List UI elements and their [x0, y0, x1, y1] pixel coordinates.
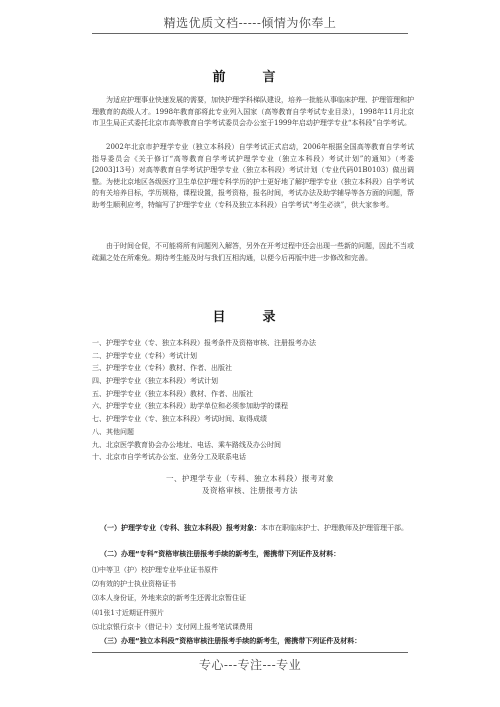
list-item: ⑵有效的护士执业资格证书: [92, 580, 176, 589]
header-divider: [92, 33, 408, 34]
toc-item: 十、北京市自学考试办公室、业务分工及联系电话: [92, 453, 246, 462]
list-item: ⑸北京银行京卡（借记卡）支付网上报考笔试课费用: [92, 622, 253, 631]
preface-paragraph-1: 为适应护理事业快速发展的需要，加快护理学科梯队建设，培养一批能从事临床护理、护理管理和护理教育的高级人才。1998年教育部将此专业列入国家（高等教育自学考试专业目录），1998年11月北京市卫生局正式委托北京市高等教育自学考试委员会办公室于1999年启动护理学专业“本科段”自学考试。: [92, 96, 414, 127]
footer-divider: [92, 652, 408, 653]
target-paragraph: [92, 523, 422, 535]
page-footer: 专心---专注---专业: [198, 658, 302, 672]
preface-paragraph-2: 2002年北京市护理学专业（独立本科段）自学考试正式启动，2006年根据全国高等教育自学考试指导委员会《关于修订“高等教育自学考试护理学专业（独立本科段）考试计划”的通知》（考委[2003]13号）对高等教育自学考试护理学专业（独立本科段）考试计划（专业代码01B0103）做出调整。为使北京地区各级医疗卫生单位护理专科学历的护士更好地了解护理学专业（独立本科段）自学考试的有关培养目标，学历规格，课程设置，报考资格，报名时间，考试办法及助学辅导等各方面的问题，帮助考生顺利应考，特编写了护理学专业（专科及独立本科段）自学考试“考生必读”，供大家参考。: [92, 143, 414, 209]
toc-item: 四、护理学专业（独立本科段）考试计划: [92, 377, 218, 386]
table-of-contents: [92, 337, 422, 464]
list-item: ⑷1张1寸近期证件照片: [92, 608, 164, 617]
toc-title: 目 录: [212, 310, 288, 325]
toc-item: 六、护理学专业（独立本科段）助学单位和必须参加助学的课程: [92, 402, 288, 411]
specialty-docs-list: [92, 563, 253, 634]
preface-title: 前 言: [212, 70, 288, 85]
toc-item: 九、北京医学教育协会办公地址、电话、乘车路线及办公时间: [92, 440, 281, 449]
list-item: ⑶本人身份证，外地来京的新考生还需北京暂住证: [92, 594, 246, 603]
toc-item: 一、护理学专业（专、独立本科段）报考条件及资格审核、注册报考办法: [92, 339, 316, 347]
target-label: （一）护理学专业（专科、独立本科段）报考对象：: [100, 524, 261, 532]
toc-item: 三、护理学专业（专科）教材、作者、出版社: [92, 364, 232, 373]
target-text: 本市在职临床护士、护理教师及护理管理干部。: [261, 524, 408, 532]
toc-item: 二、护理学专业（专科）考试计划: [92, 351, 197, 360]
list-item: ⑴中等卫（护）校护理专业毕业证书原件: [92, 566, 218, 574]
undergrad-docs-label: （三）办理“独立本科段”资格审核注册报考手续的新考生，需携带下列证件及材料：: [100, 637, 362, 645]
toc-item: 五、护理学专业（独立本科段）教材、作者、出版社: [92, 389, 253, 398]
preface-paragraph-3: 由于时间仓促，不可能将所有问题列入解答，另外在开考过程中还会出现一些新的问题，因此不当或疏漏之处在所难免。期待考生能及时与我们互相沟通，以便今后再版中进一步修改和完善。: [92, 242, 414, 262]
toc-item: 八、其他问题: [92, 427, 134, 436]
page-header: 精选优质文档-----倾情为你奉上: [163, 16, 337, 30]
specialty-docs-label: （二）办理“专科”资格审核注册报考手续的新考生，需携带下列证件及材料：: [100, 550, 341, 558]
section-title-line-2: 及资格审核、注册报考方法: [202, 486, 298, 495]
specialty-docs-heading: [92, 549, 422, 561]
undergrad-docs-heading: [92, 636, 422, 648]
section-title-line-1: 一、护理学专业（专科、独立本科段）报考对象: [166, 474, 334, 483]
toc-item: 七、护理学专业（专、独立本科段）考试时间、取得成绩: [92, 415, 267, 424]
